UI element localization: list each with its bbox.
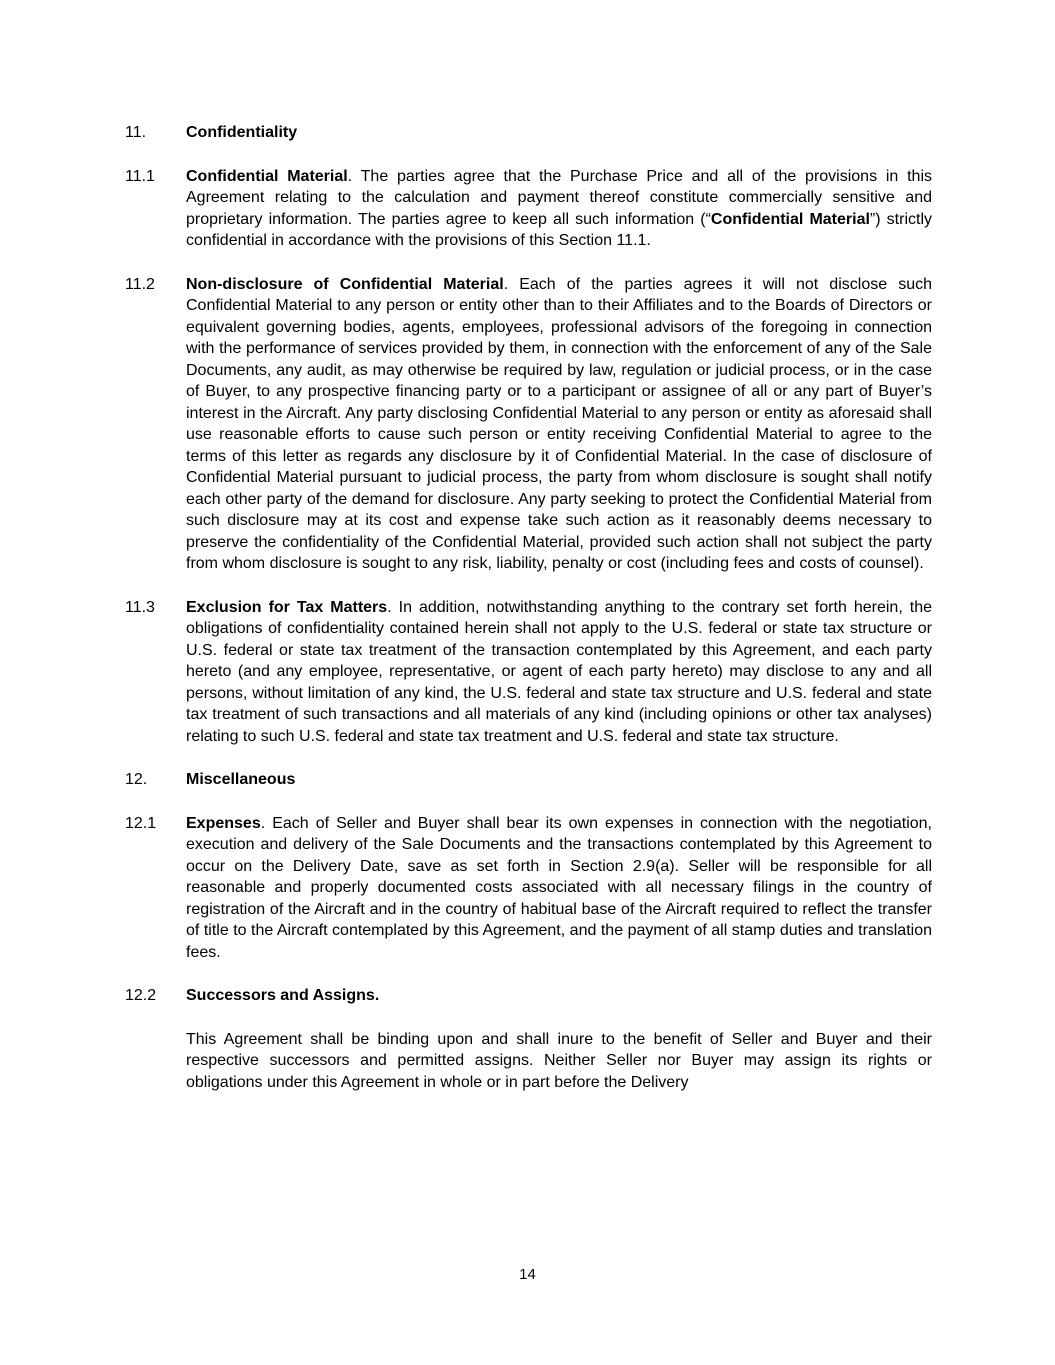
clause-12-1 bbox=[125, 813, 932, 964]
clause-11-1-text-1: . The parties agree that the Purchase Price and all of the provisions in this Agreement relating to the calculation and payment thereof constitute commercially sensitive and proprietary information. The parties agree to keep all such information (“ bbox=[186, 167, 932, 228]
clause-12-1-number: 12.1 bbox=[125, 814, 157, 832]
clause-11-3-number: 11.3 bbox=[125, 598, 155, 616]
clause-11-2-text: . Each of the parties agrees it will not disclose such Confidential Material to any person or entity other than to their Affiliates and to the Boards of Directors or equivalent governing bodies, agents, employees, professional advisors of the foregoing in connection with the performance of services provided by them, in connection with the enforcement of any of the Sale Documents, any audit, as may otherwise be required by law, regulation or judicial process, or in the case of Buyer, to any prospective financing party or to a participant or assignee of all or any part of Buyer’s interest in the Aircraft. Any party disclosing Confidential Material to any person or entity as aforesaid shall use reasonable efforts to cause such person or entity receiving Confidential Material to agree to the terms of this letter as regards any disclosure by it of Confidential Material. In the case of disclosure of Confidential Material pursuant to judicial process, the party from whom disclosure is sought shall notify each other party of the demand for disclosure. Any party seeking to protect the Confidential Material from such disclosure may at its cost and expense take such action as it reasonably deems necessary to preserve the confidentiality of the Confidential Material, provided such action shall not subject the party from whom disclosure is sought to any risk, liability, penalty or cost (including fees and costs of counsel). bbox=[186, 275, 932, 572]
clause-12-2-lead: Successors and Assigns. bbox=[186, 987, 380, 1004]
clause-12-2-body bbox=[125, 1029, 932, 1094]
section-11-title: Confidentiality bbox=[186, 124, 298, 141]
section-11-heading bbox=[125, 122, 932, 144]
clause-11-2 bbox=[125, 274, 932, 575]
clause-12-1-text: . Each of Seller and Buyer shall bear its own expenses in connection with the negotiation, execution and delivery of the Sale Documents and the transactions contemplated by this Agreement to occur on the Delivery Date, save as set forth in Section 2.9(a). Seller will be responsible for all reasonable and properly documented costs associated with all necessary filings in the country of registration of the Aircraft and in the country of habitual base of the Aircraft required to reflect the transfer of title to the Aircraft contemplated by this Agreement, and the payment of all stamp duties and translation fees. bbox=[186, 814, 932, 961]
clause-11-3-text: . In addition, notwithstanding anything to the contrary set forth herein, the obligations of confidentiality contained herein shall not apply to the U.S. federal or state tax structure or U.S. federal or state tax treatment of the transaction contemplated by this Agreement, and each party hereto (and any employee, representative, or agent of each party hereto) may disclose to any and all persons, without limitation of any kind, the U.S. federal and state tax structure and U.S. federal and state tax treatment of such transactions and all materials of any kind (including opinions or other tax analyses) relating to such U.S. federal and state tax treatment and U.S. federal and state tax structure. bbox=[186, 598, 933, 745]
clause-12-2-heading bbox=[125, 985, 932, 1007]
page-number: 14 bbox=[519, 1266, 536, 1283]
clause-11-1-defined-term: Confidential Material bbox=[710, 210, 870, 228]
section-12-number: 12. bbox=[125, 771, 148, 788]
clause-12-1-lead: Expenses bbox=[186, 814, 261, 832]
clause-11-1-lead: Confidential Material bbox=[186, 167, 348, 185]
section-12-heading bbox=[125, 769, 932, 791]
document-content bbox=[125, 122, 932, 1115]
clause-11-2-number: 11.2 bbox=[125, 275, 155, 293]
clause-11-2-lead: Non-disclosure of Confidential Material bbox=[186, 275, 504, 293]
clause-11-3-lead: Exclusion for Tax Matters bbox=[186, 598, 388, 616]
clause-11-1-number: 11.1 bbox=[125, 167, 155, 185]
clause-11-1-text-2: ”) strictly confidential in accordance with the provisions of this Section 11.1. bbox=[186, 210, 933, 249]
clause-12-2-text: This Agreement shall be binding upon and shall inure to the benefit of Seller and Buyer and their respective successors and permitted assigns. Neither Seller nor Buyer may assign its rights or obligations under this Agreement in whole or in part before the Delivery bbox=[186, 1030, 932, 1091]
section-12-title: Miscellaneous bbox=[186, 771, 296, 788]
clause-11-1 bbox=[125, 166, 932, 252]
section-11-number: 11. bbox=[125, 124, 147, 141]
clause-12-2-number: 12.2 bbox=[125, 987, 157, 1004]
clause-11-3 bbox=[125, 597, 932, 748]
